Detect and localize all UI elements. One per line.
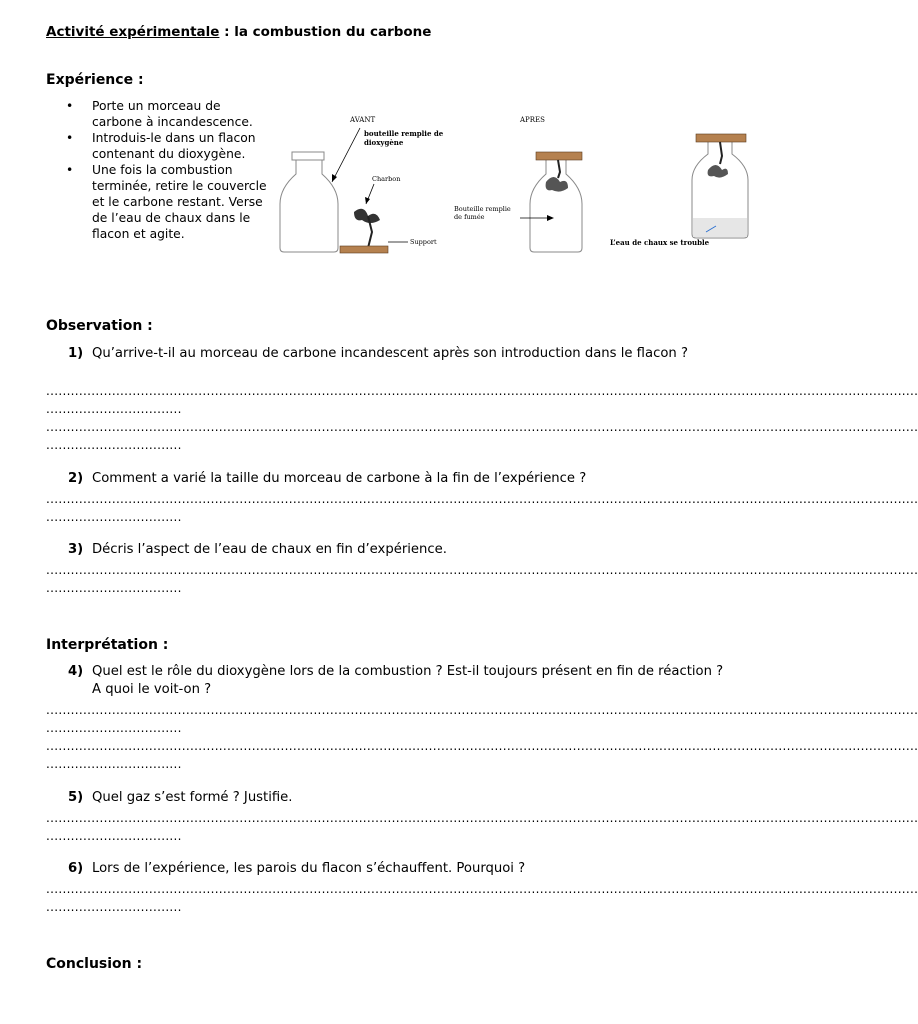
answer-line[interactable]: ................................. (46, 829, 182, 843)
answer-line[interactable]: ................................. (46, 402, 182, 416)
question-number: 2) (68, 471, 84, 486)
conclusion-heading: Conclusion : (46, 956, 143, 972)
question-number: 5) (68, 790, 84, 805)
answer-line[interactable]: .................................................................................................................................................................................................................... (46, 739, 918, 753)
question-text: Quel est le rôle du dioxygène lors de la combustion ? Est-il toujours présent en fin de réaction ? A quoi le voit-on ? (92, 664, 724, 697)
question-text: Décris l’aspect de l’eau de chaux en fin d’expérience. (92, 542, 447, 557)
answer-line[interactable]: ................................. (46, 510, 182, 524)
experience-heading: Expérience : (46, 72, 144, 88)
experience-step: • Porte un morceau de carbone à incandescence. (66, 98, 272, 130)
answer-line[interactable]: ................................. (46, 438, 182, 452)
answer-line[interactable]: .................................................................................................................................................................................................................... (46, 420, 918, 434)
experience-steps (66, 98, 272, 242)
question-text: Qu’arrive-t-il au morceau de carbone incandescent après son introduction dans le flacon ? (92, 346, 688, 361)
question-6 (68, 860, 728, 878)
question-2 (68, 470, 728, 488)
question-1 (68, 345, 728, 363)
interpretation-heading: Interprétation : (46, 637, 169, 653)
answer-line[interactable]: .................................................................................................................................................................................................................... (46, 703, 918, 717)
answer-line[interactable]: .................................................................................................................................................................................................................... (46, 492, 918, 506)
label-bottle-o2-line2: dioxygène (364, 138, 404, 147)
bottle-cap (292, 152, 324, 160)
label-charbon: Charbon (372, 175, 401, 183)
question-text: Comment a varié la taille du morceau de carbone à la fin de l’expérience ? (92, 471, 587, 486)
question-text: Lors de l’expérience, les parois du flacon s’échauffent. Pourquoi ? (92, 861, 526, 876)
label-fumee-line2: de fumée (454, 213, 485, 221)
answer-line[interactable]: ................................. (46, 900, 182, 914)
page-title (46, 24, 431, 40)
bottle-before (280, 152, 338, 252)
question-number: 1) (68, 346, 84, 361)
title-activity-label: Activité expérimentale (46, 24, 220, 40)
label-eau-de-chaux: L’eau de chaux se trouble (610, 238, 710, 247)
answer-line[interactable]: ................................. (46, 721, 182, 735)
answer-line[interactable]: .................................................................................................................................................................................................................... (46, 563, 918, 577)
label-avant: AVANT (350, 116, 376, 124)
question-number: 3) (68, 542, 84, 557)
bottle-after-limewater (692, 134, 748, 238)
bottle-after-smoke (530, 152, 582, 252)
question-number: 4) (68, 664, 84, 679)
label-bottle-o2-line1: bouteille remplie de (364, 129, 444, 138)
experience-step: • Introduis-le dans un flacon contenant du dioxygène. (66, 130, 272, 162)
answer-line[interactable]: ................................. (46, 581, 182, 595)
question-3 (68, 541, 728, 559)
answer-line[interactable]: ................................. (46, 757, 182, 771)
support-plate (340, 246, 388, 253)
question-5 (68, 789, 728, 807)
question-number: 6) (68, 861, 84, 876)
question-4 (68, 663, 728, 699)
answer-line[interactable]: .................................................................................................................................................................................................................... (46, 811, 918, 825)
label-fumee-line1: Bouteille remplie (454, 205, 511, 213)
experience-step: • Une fois la combustion terminée, retire le couvercle et le carbone restant. Verse de l’eau de chaux dans le flacon et agite. (66, 162, 272, 242)
label-apres: APRES (520, 116, 545, 124)
label-support: Support (410, 238, 437, 246)
experiment-diagram (276, 108, 758, 260)
answer-line[interactable]: .................................................................................................................................................................................................................... (46, 882, 918, 896)
answer-line[interactable]: .................................................................................................................................................................................................................... (46, 384, 918, 398)
observation-heading: Observation : (46, 318, 153, 334)
question-text: Quel gaz s’est formé ? Justifie. (92, 790, 293, 805)
title-subject: : la combustion du carbone (219, 24, 432, 40)
